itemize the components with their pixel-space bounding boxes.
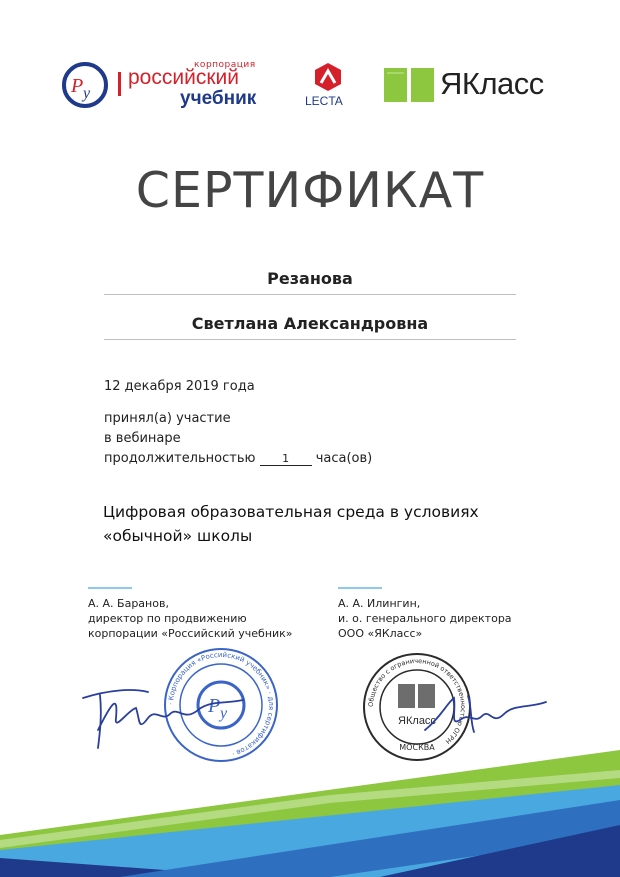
left-signature [78,670,248,752]
right-signature [420,690,550,740]
signatory-right-accent [338,587,382,589]
lecta-label: LECTA [305,94,343,108]
logo-divider [118,72,121,96]
logo-line1: российский [128,66,239,89]
participation-line1: принял(а) участие [104,411,231,426]
logo-small-text: корпорация [194,60,256,70]
signatory-right-role1: и. о. генерального директора [338,612,512,625]
signatory-left [88,596,293,641]
yaklass-label: ЯКласс [440,66,544,101]
signatory-left-role1: директор по продвижению [88,612,247,625]
duration-suffix: часа(ов) [315,451,373,466]
svg-text:у: у [220,705,228,722]
recipient-given-name: Светлана Александровна [191,314,429,333]
svg-text:Р: Р [208,695,221,717]
ru-emblem-icon [62,62,108,108]
right-stamp-center: ЯКласс [398,715,436,727]
duration-prefix: продолжительностью [104,451,256,466]
certificate-title: СЕРТИФИКАТ [135,162,485,219]
recipient-surname: Резанова [267,269,353,288]
yaklass-logo [384,66,564,106]
lecta-logo [303,62,353,112]
right-stamp-ring-text: Общество с ограниченной ответственностью ОГРН [366,656,468,746]
surname-rule [104,294,516,295]
right-stamp-bottom: МОСКВА [399,743,435,752]
signatory-right-role2: ООО «ЯКласс» [338,627,423,640]
signatory-right [338,596,512,641]
signatory-left-accent [88,587,132,589]
course-title [103,500,523,548]
duration-line [104,451,372,466]
signatory-left-role2: корпорации «Российский учебник» [88,627,293,640]
duration-hours: 1 [260,452,312,466]
event-date: 12 декабря 2019 года [104,379,255,394]
course-title-line2: «обычной» школы [103,527,253,545]
signatory-right-name: А. А. Илингин, [338,597,421,610]
participation-line2: в вебинаре [104,431,181,446]
svg-text:Р: Р [71,75,84,97]
left-stamp-ring-text: · Корпорация «Российский учебник» · для сертификатов · [166,650,276,758]
bottom-decoration [0,740,620,877]
given-name-rule [104,339,516,340]
course-title-line1: Цифровая образовательная среда в условиях [103,503,479,521]
signatory-left-name: А. А. Баранов, [88,597,169,610]
yaklass-book-icon [384,68,434,102]
svg-text:у: у [83,85,91,102]
logo-line2: учебник [180,88,257,109]
russian-textbook-logo [62,60,292,116]
lecta-icon [313,62,343,92]
